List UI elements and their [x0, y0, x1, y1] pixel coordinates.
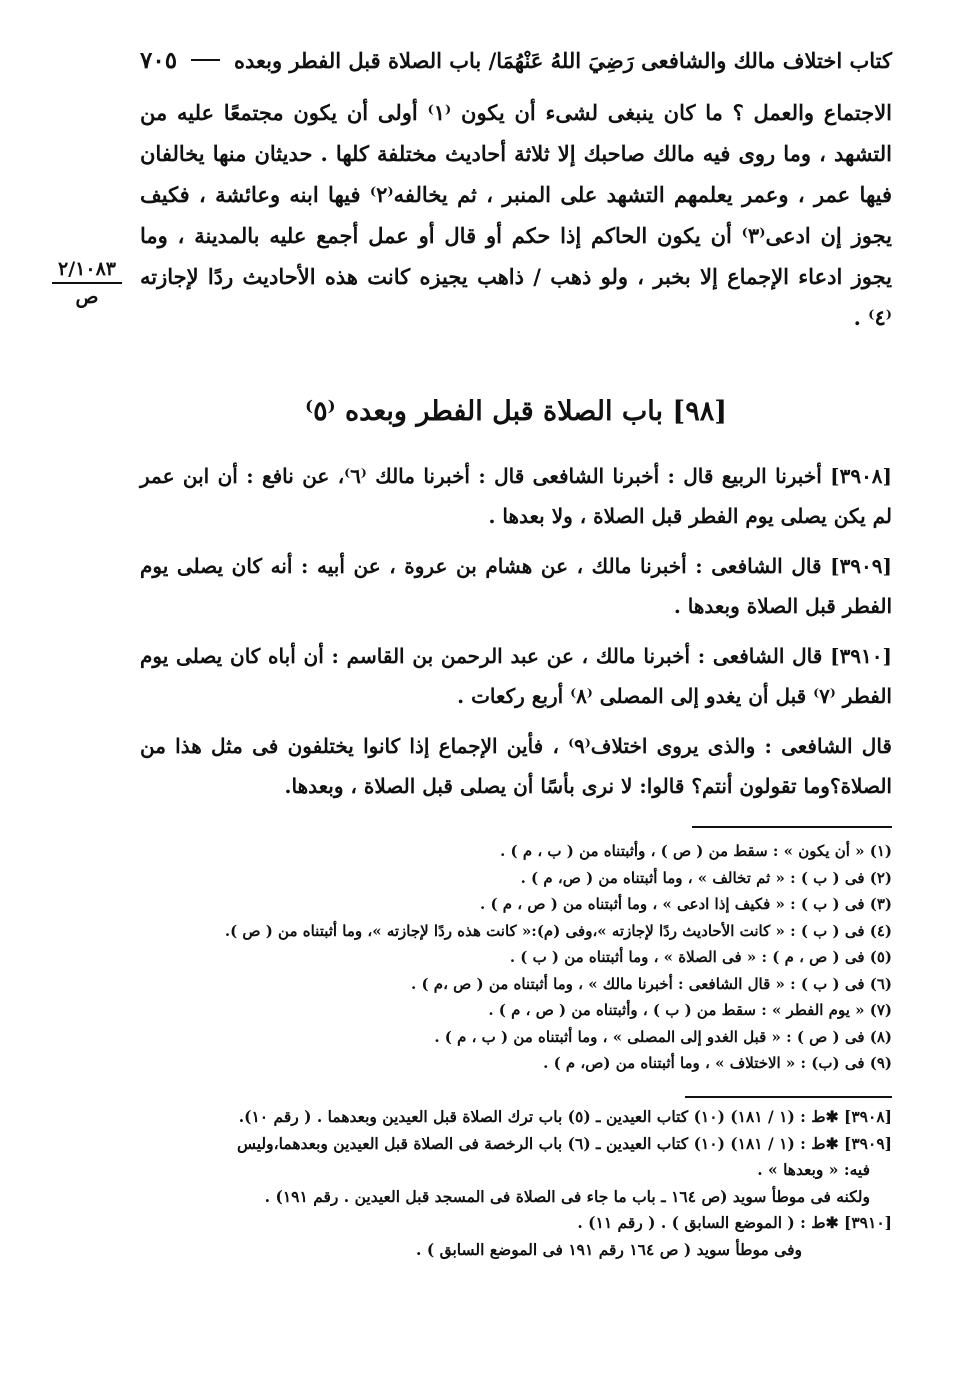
- hadith-label: قال الشافعى: [781, 734, 892, 758]
- footnote-divider: [692, 826, 892, 828]
- intro-paragraph: الاجتماع والعمل ؟ ما كان ينبغى لشىء أن يكون ⁽١⁾ أولى أن يكون مجتمعًا عليه من التشهد ، وما روى فيه مالك صاحبك إلا ثلاثة أحاديث مختلفة كلها . حديثان منها يخالفان فيها عمر ، وعمر يعلمهم التشهد على المنبر ، ثم يخالفه⁽٢⁾ فيها ابنه وعائشة ، فكيف يجوز إن ادعى⁽٣⁾ أن يكون الحاكم إذا حكم أو قال أو عمل أجمع عليه بالمدينة ، وما يجوز ادعاء الإجماع إلا بخبر ، ولو ذهب / ذاهب يجيزه كانت هذه الأحاديث ردًا لإجازته ⁽٤⁾ .: [140, 100, 893, 330]
- margin-reference-bottom: ص: [75, 286, 99, 308]
- hadith-text: : أخبرنا مالك ، عن هشام بن عروة ، عن أبيه : أنه كان يصلى يوم الفطر قبل الصلاة وبعدها .: [140, 554, 892, 618]
- reference-line: [٣٩١٠] ✱ط : ( الموضع السابق ) . ( رقم ١١) .: [577, 1213, 892, 1232]
- reference-line: ولكنه فى موطأ سويد (ص ١٦٤ ـ باب ما جاء فى الصلاة فى المسجد قبل العيدين . رقم ١٩١) .: [264, 1186, 870, 1206]
- footnote: (٥) فى ( ص ، م ) : « فى الصلاة » ، وما أثبتناه من ( ب ) .: [509, 948, 892, 966]
- hadith-3910: [140, 636, 892, 716]
- margin-reference-top: ٢/١٠٨٣: [52, 258, 122, 284]
- footnote: (٨) فى ( ص ) : « قبل الغدو إلى المصلى » ، وما أثبتناه من ( ب ، م ) .: [434, 1027, 892, 1046]
- header-title: كتاب اختلاف مالك والشافعى رَضِيَ اللهُ عَنْهُمَا/ باب الصلاة قبل الفطر وبعده: [233, 47, 892, 73]
- chapter-title: [٩٨] باب الصلاة قبل الفطر وبعده ⁽٥⁾: [305, 396, 727, 427]
- footnote: (٧) « يوم الفطر » : سقط من ( ب ) ، وأثبتناه من ( ص ، م ) .: [488, 1001, 892, 1019]
- reference-line: [٣٩٠٩] ✱ط : (١ / ١٨١) (١٠) كتاب العيدين ـ (٦) باب الرخصة فى الصلاة قبل العيدين وبعدهما،وليس: [236, 1133, 892, 1153]
- hadith-label: [٣٩٠٨] أخبرنا: [775, 464, 893, 488]
- footnote: (٣) فى ( ب ) : « فكيف إذا ادعى » ، وما أثبتناه من ( ص ، م ) .: [480, 895, 892, 913]
- shafii-comment: [140, 726, 892, 806]
- hadith-text: الربيع قال : أخبرنا الشافعى قال : أخبرنا مالك ⁽٦⁾، عن نافع : أن ابن عمر لم يكن يصلى يوم الفطر قبل الصلاة ، ولا بعدها .: [140, 464, 892, 528]
- reference-line: وفى موطأ سويد ( ص ١٦٤ رقم ١٩١ فى الموضع السابق ) .: [416, 1239, 802, 1259]
- footnote: (٩) فى (ب) : « الاختلاف » ، وما أثبتناه من (ص، م ) .: [543, 1054, 892, 1072]
- hadith-text: : والذى يروى اختلاف⁽٩⁾ ، فأين الإجماع إذا كانوا يختلفون فى مثل هذا من الصلاة؟وما تقولون أنتم؟ قالوا: لا نرى بأسًا أن يصلى قبل الصلاة ، وبعدها.: [140, 734, 892, 798]
- hadith-3909: [140, 546, 892, 626]
- running-header: [140, 40, 892, 80]
- hadith-3908: [140, 456, 892, 536]
- references-divider: [685, 1096, 892, 1098]
- footnote: (٢) فى ( ب ) : « ثم تخالف » ، وما أثبتناه من ( ص، م ) .: [520, 868, 892, 887]
- source-references: [140, 1104, 892, 1263]
- header-rule: [191, 59, 220, 61]
- hadith-text: : أخبرنا مالك ، عن عبد الرحمن بن القاسم : أن أباه كان يصلى يوم الفطر ⁽٧⁾ قبل أن يغدو إلى المصلى ⁽٨⁾ أربع ركعات .: [140, 644, 892, 708]
- footnote: (١) « أن يكون » : سقط من ( ص ) ، وأثبتناه من ( ب ، م ) .: [500, 842, 892, 860]
- hadith-label: [٣٩١٠] قال الشافعى: [712, 644, 892, 668]
- reference-line: فيه: « وبعدها » .: [757, 1160, 870, 1179]
- margin-reference: [52, 258, 122, 308]
- reference-line: [٣٩٠٨] ✱ط : (١ / ١٨١) (١٠) كتاب العيدين ـ (٥) باب ترك الصلاة قبل العيدين وبعدهما . ( رقم ١٠).: [238, 1107, 892, 1126]
- hadith-label: [٣٩٠٩] قال الشافعى: [711, 554, 892, 578]
- page-number: ٧٠٥: [140, 46, 178, 74]
- footnotes: [150, 838, 892, 1077]
- footnote: (٦) فى ( ب ) : « قال الشافعى : أخبرنا مالك » ، وما أثبتناه من ( ص ،م ) .: [411, 974, 892, 993]
- footnote: (٤) فى ( ب ) : « كانت الأحاديث ردًا لإجازته »،وفى (م):« كانت هذه ردًا لإجازته »، وما أثبتناه من ( ص ).: [224, 921, 892, 940]
